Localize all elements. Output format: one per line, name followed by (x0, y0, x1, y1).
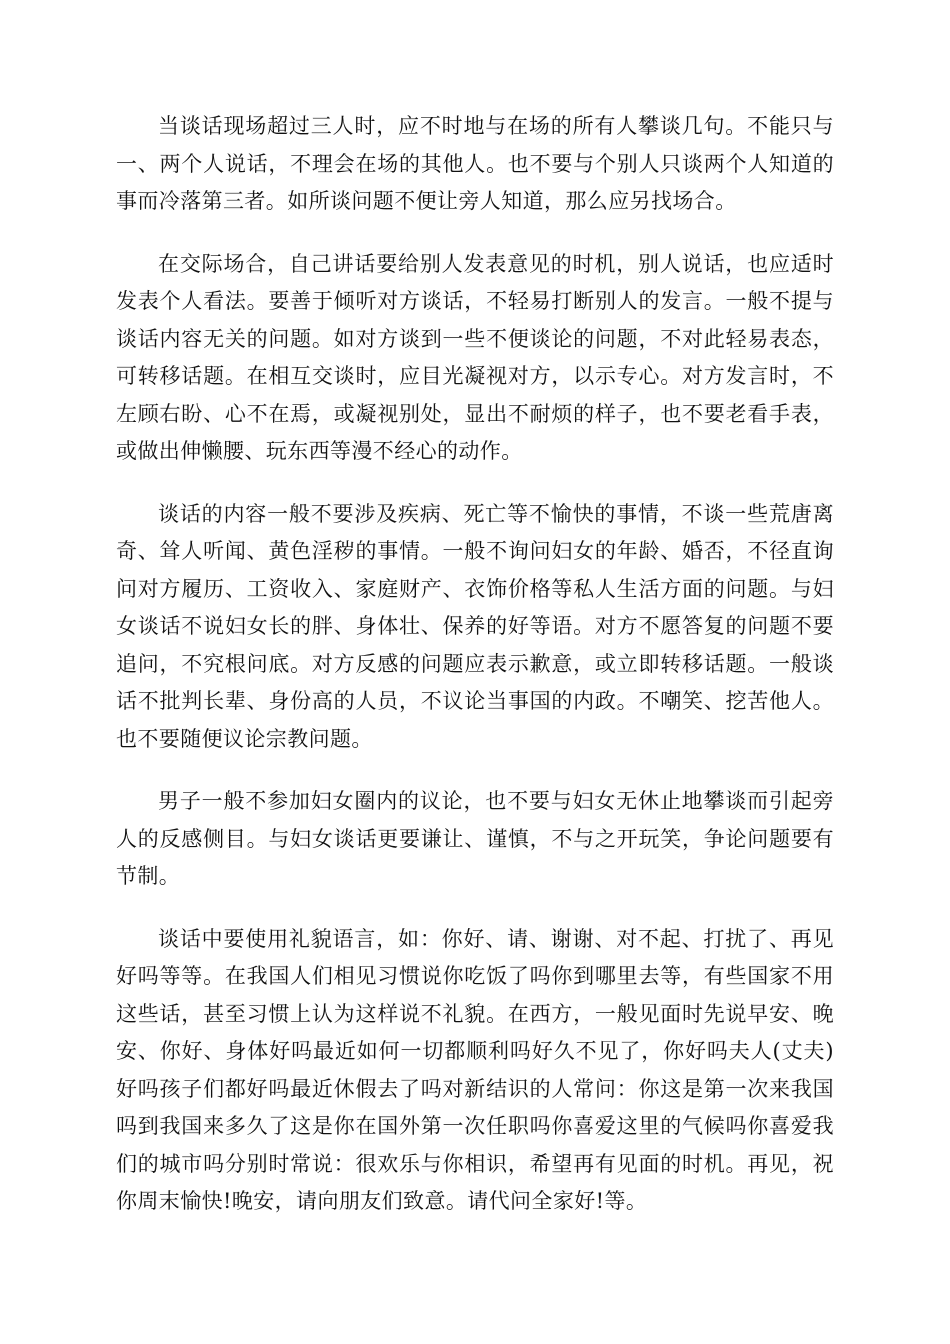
paragraph-3: 谈话的内容一般不要涉及疾病、死亡等不愉快的事情，不谈一些荒唐离奇、耸人听闻、黄色淫秽的事情。一般不询问妇女的年龄、婚否，不径直询问对方履历、工资收入、家庭财产、衣饰价格等私人生活方面的问题。与妇女谈话不说妇女长的胖、身体壮、保养的好等语。对方不愿答复的问题不要追问，不究根问底。对方反感的问题应表示歉意，或立即转移话题。一般谈话不批判长辈、身份高的人员，不议论当事国的内政。不嘲笑、挖苦他人。也不要随便议论宗教问题。 (116, 501, 834, 751)
document-page (116, 108, 834, 1246)
paragraph-4: 男子一般不参加妇女圈内的议论，也不要与妇女无休止地攀谈而引起旁人的反感侧目。与妇女谈话更要谦让、谨慎，不与之开玩笑，争论问题要有节制。 (116, 789, 834, 888)
paragraph-5: 谈话中要使用礼貌语言，如：你好、请、谢谢、对不起、打扰了、再见好吗等等。在我国人们相见习惯说你吃饭了吗你到哪里去等，有些国家不用这些话，甚至习惯上认为这样说不礼貌。在西方，一般见面时先说早安、晚安、你好、身体好吗最近如何一切都顺利吗好久不见了，你好吗夫人(丈夫)好吗孩子们都好吗最近休假去了吗对新结识的人常问：你这是第一次来我国吗到我国来多久了这是你在国外第一次任职吗你喜爱这里的气候吗你喜爱我们的城市吗分别时常说：很欢乐与你相识，希望再有见面的时机。再见，祝你周末愉快!晚安，请向朋友们致意。请代问全家好!等。 (116, 926, 834, 1213)
paragraph-1: 当谈话现场超过三人时，应不时地与在场的所有人攀谈几句。不能只与一、两个人说话，不理会在场的其他人。也不要与个别人只谈两个人知道的事而冷落第三者。如所谈问题不便让旁人知道，那么应另找场合。 (116, 114, 834, 213)
paragraph-2: 在交际场合，自己讲话要给别人发表意见的时机，别人说话，也应适时发表个人看法。要善于倾听对方谈话，不轻易打断别人的发言。一般不提与谈话内容无关的问题。如对方谈到一些不便谈论的问题，不对此轻易表态，可转移话题。在相互交谈时，应目光凝视对方，以示专心。对方发言时，不左顾右盼、心不在焉，或凝视别处，显出不耐烦的样子，也不要老看手表，或做出伸懒腰、玩东西等漫不经心的动作。 (116, 251, 834, 463)
